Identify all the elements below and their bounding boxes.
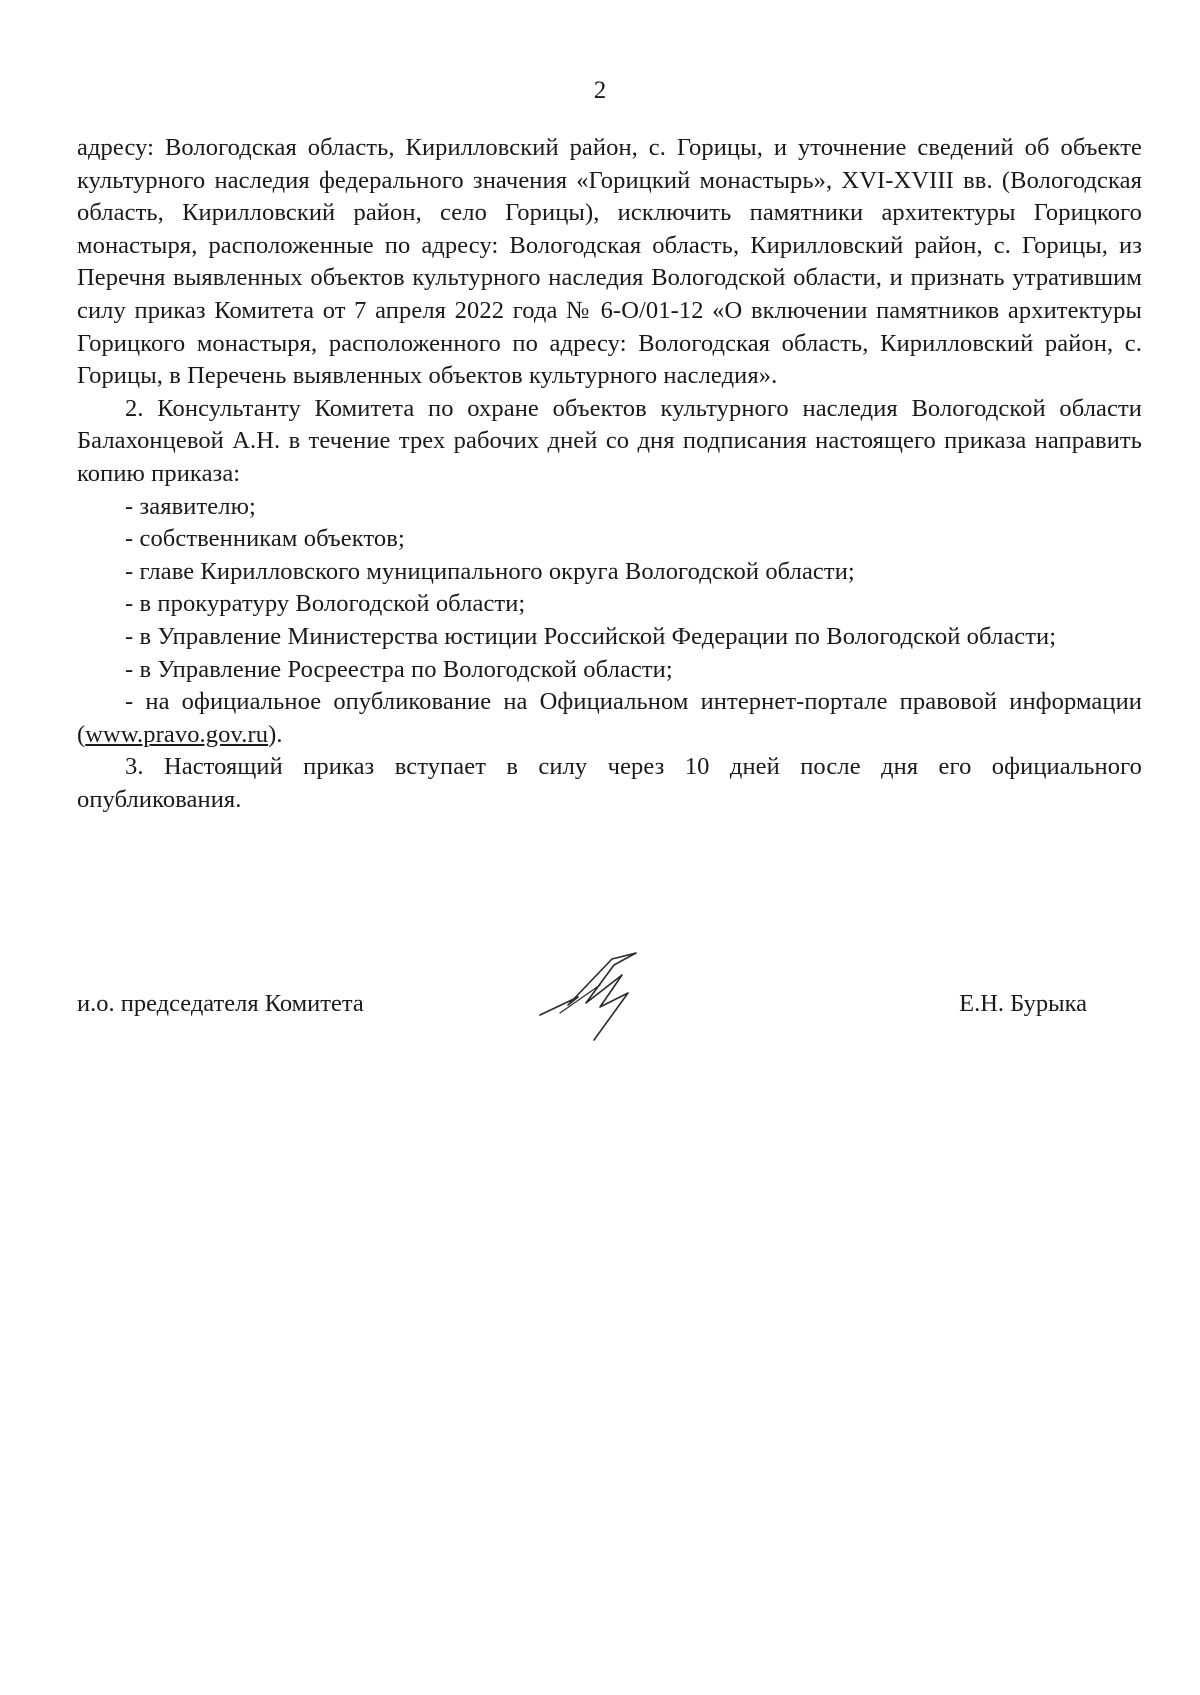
recipient-item: - собственникам объектов;	[125, 525, 405, 553]
recipient-item: - в Управление Министерства юстиции Российской Федерации по Вологодской области;	[125, 622, 1057, 650]
signer-position: и.о. председателя Комитета	[77, 990, 364, 1017]
signer-name: Е.Н. Бурыка	[959, 990, 1087, 1017]
publication-item	[77, 686, 1142, 751]
publication-text: - на официальное опубликование на Официальном интернет-портале правовой информации (	[77, 688, 1142, 748]
recipient-item: - заявителю;	[125, 492, 256, 520]
paragraph-3: 3. Настоящий приказ вступает в силу через 10 дней после дня его официального опубликования.	[77, 753, 1142, 813]
recipient-item: - главе Кирилловского муниципального округа Вологодской области;	[125, 557, 855, 585]
paragraph-2: 2. Консультанту Комитета по охране объектов культурного наследия Вологодской области Балахонцевой А.Н. в течение трех рабочих дней со дня подписания настоящего приказа направить копию приказа:	[77, 394, 1142, 487]
publication-suffix: ).	[268, 720, 283, 748]
document-body	[77, 132, 1142, 816]
recipient-item: - в прокуратуру Вологодской области;	[125, 590, 526, 618]
paragraph-continuation: адресу: Вологодская область, Кирилловский район, с. Горицы, и уточнение сведений об объекте культурного наследия федерального значения «Горицкий монастырь», XVI-XVIII вв. (Вологодская область, Кирилловский район, село Горицы), исключить памятники архитектуры Горицкого монастыря, расположенные по адресу: Вологодская область, Кирилловский район, с. Горицы, из Перечня выявленных объектов культурного наследия Вологодской области, и признать утратившим силу приказ Комитета от 7 апреля 2022 года № 6-О/01-12 «О включении памятников архитектуры Горицкого монастыря, расположенного по адресу: Вологодская область, Кирилловский район, с. Горицы, в Перечень выявленных объектов культурного наследия».	[77, 134, 1142, 390]
pravo-link[interactable]: www.pravo.gov.ru	[85, 720, 269, 748]
recipient-item: - в Управление Росреестра по Вологодской области;	[125, 655, 673, 683]
page-number: 2	[593, 77, 607, 104]
handwritten-signature	[530, 945, 670, 1055]
